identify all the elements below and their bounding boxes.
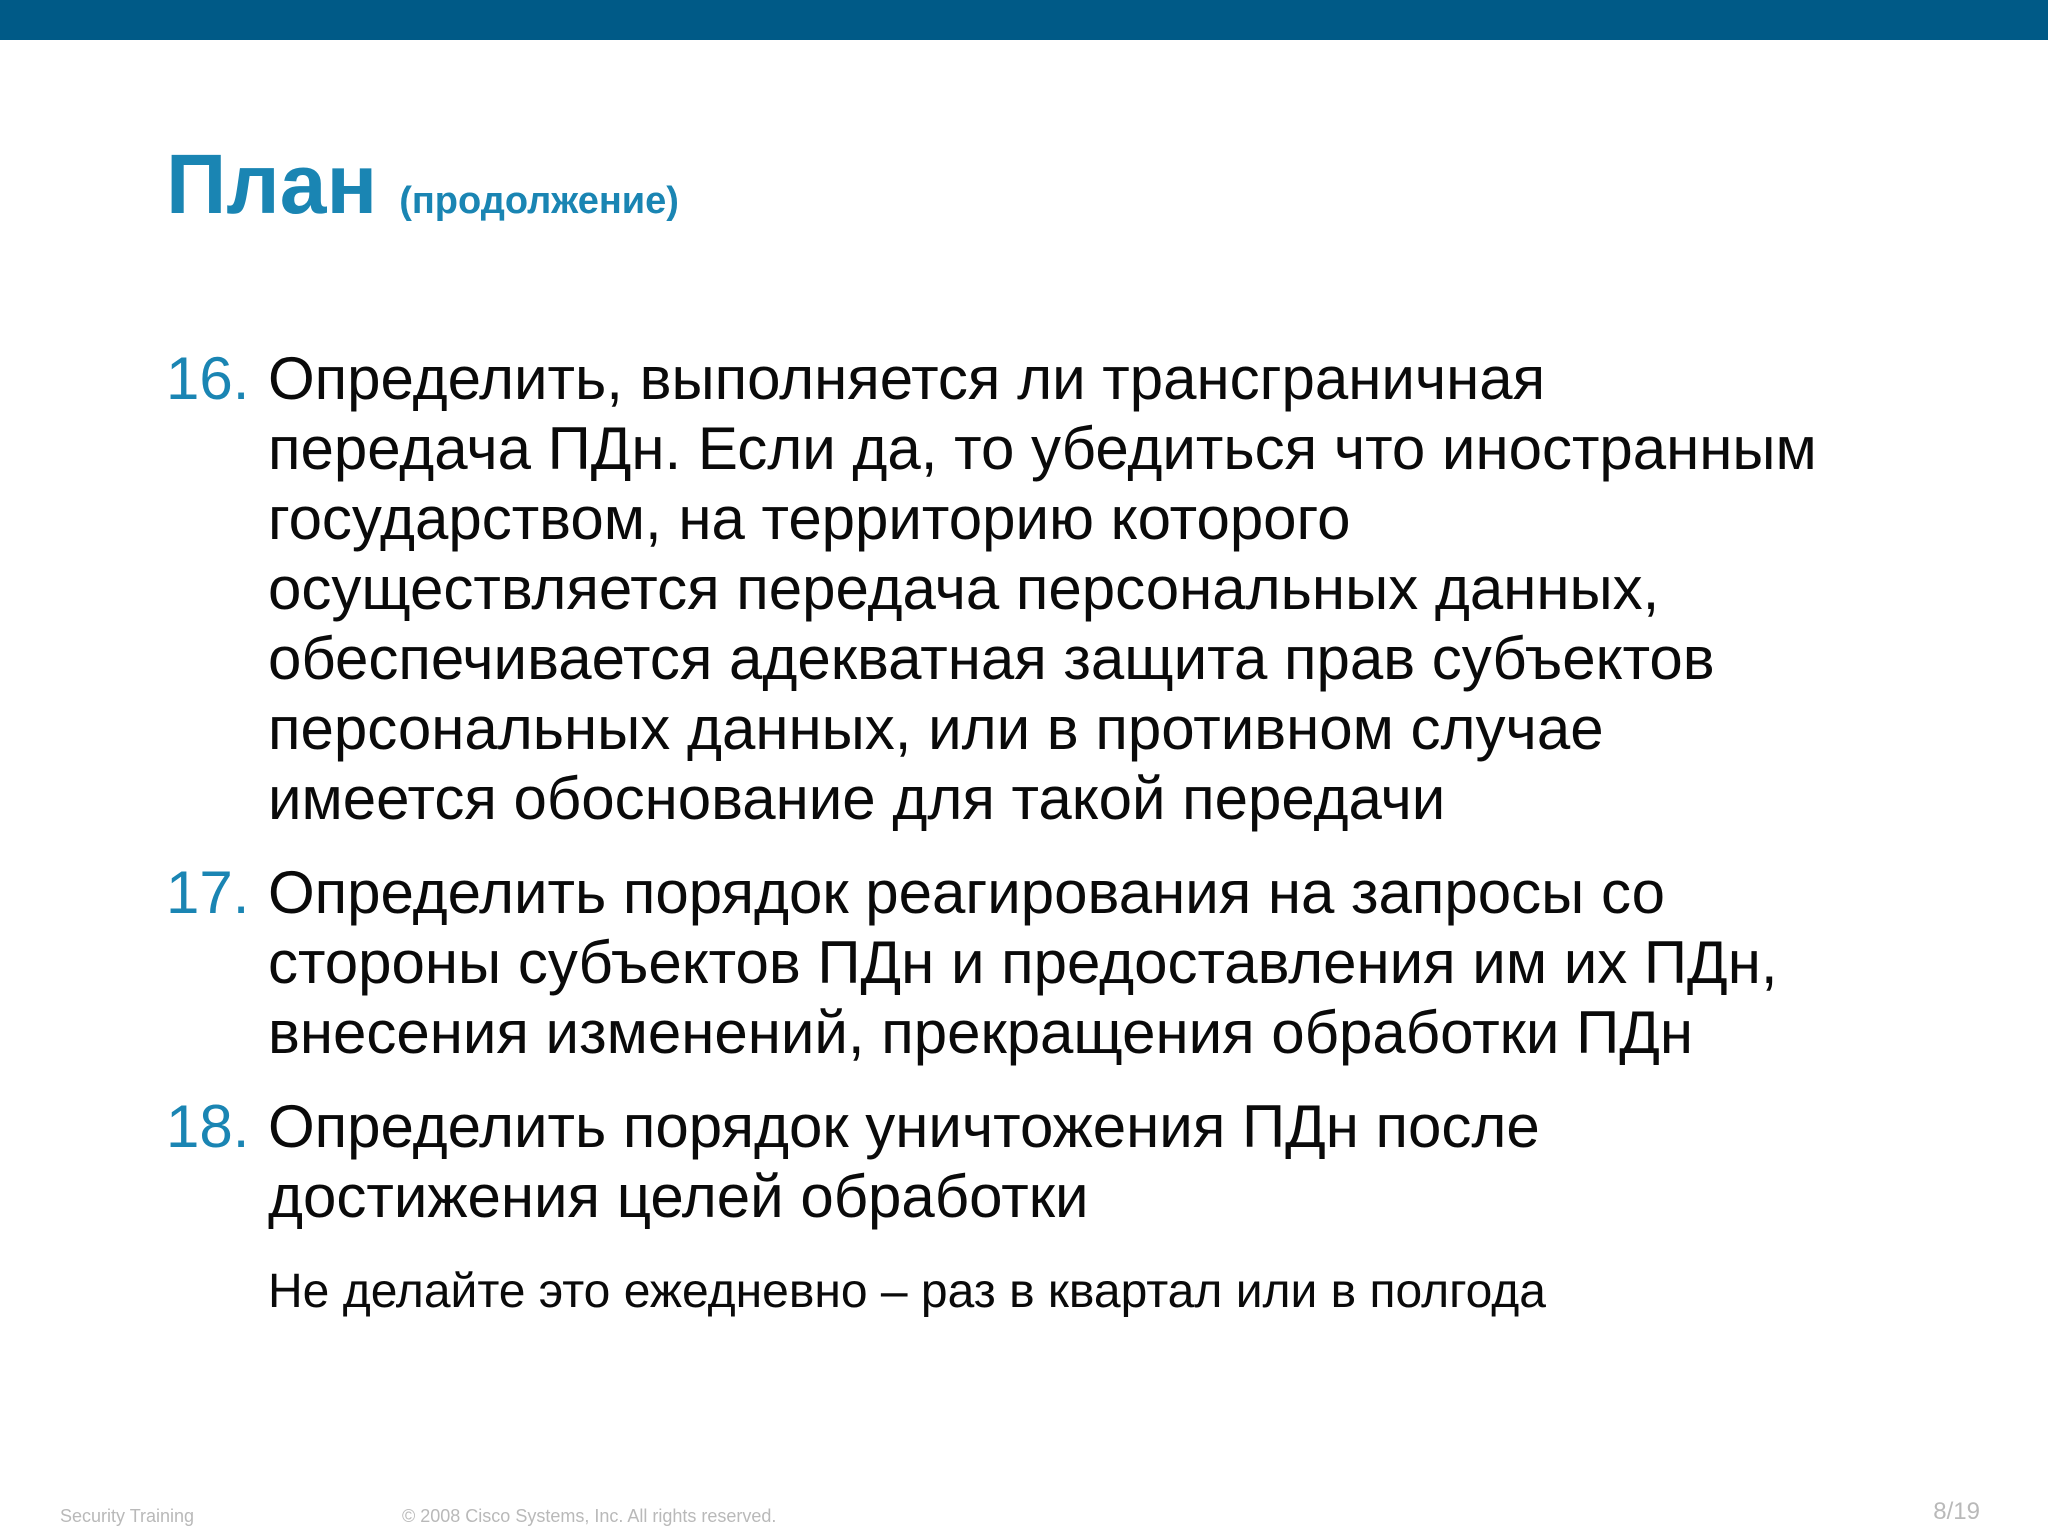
item-line: внесения изменений, прекращения обработки ПДн xyxy=(268,999,1693,1066)
item-text xyxy=(268,344,2036,834)
title-subtitle: (продолжение) xyxy=(399,180,679,222)
plan-list xyxy=(166,344,2036,1346)
item-line: Определить, выполняется ли трансграничная xyxy=(268,345,1546,412)
item-line: стороны субъектов ПДн и предоставления им их ПДн, xyxy=(268,929,1778,996)
plan-item-16 xyxy=(166,344,2036,834)
item-number: 16. xyxy=(166,345,250,412)
item-line: персональных данных, или в противном случае xyxy=(268,695,1604,762)
item-line: Определить порядок уничтожения ПДн после xyxy=(268,1093,1540,1160)
plan-item-18 xyxy=(166,1092,2036,1322)
item-note: Не делайте это ежедневно – раз в квартал или в полгода xyxy=(268,1265,1546,1318)
item-number: 18. xyxy=(166,1093,250,1160)
page-number: 8/19 xyxy=(1933,1498,1980,1525)
item-line: Определить порядок реагирования на запросы со xyxy=(268,859,1665,926)
item-line: обеспечивается адекватная защита прав субъектов xyxy=(268,625,1715,692)
item-line: достижения целей обработки xyxy=(268,1163,1089,1230)
item-text xyxy=(268,858,2036,1068)
title-main: План xyxy=(166,137,378,231)
footer-course-label: Security Training xyxy=(60,1506,195,1526)
item-line: осуществляется передача персональных данных, xyxy=(268,555,1660,622)
item-text xyxy=(268,1092,2036,1322)
plan-item-17 xyxy=(166,858,2036,1068)
slide-title xyxy=(166,137,679,231)
footer-copyright: © 2008 Cisco Systems, Inc. All rights reserved. xyxy=(402,1506,777,1526)
item-line: государством, на территорию которого xyxy=(268,485,1351,552)
top-bar xyxy=(0,0,2048,40)
item-line: имеется обоснование для такой передачи xyxy=(268,765,1446,832)
item-line: передача ПДн. Если да, то убедиться что иностранным xyxy=(268,415,1817,482)
item-number: 17. xyxy=(166,859,250,926)
